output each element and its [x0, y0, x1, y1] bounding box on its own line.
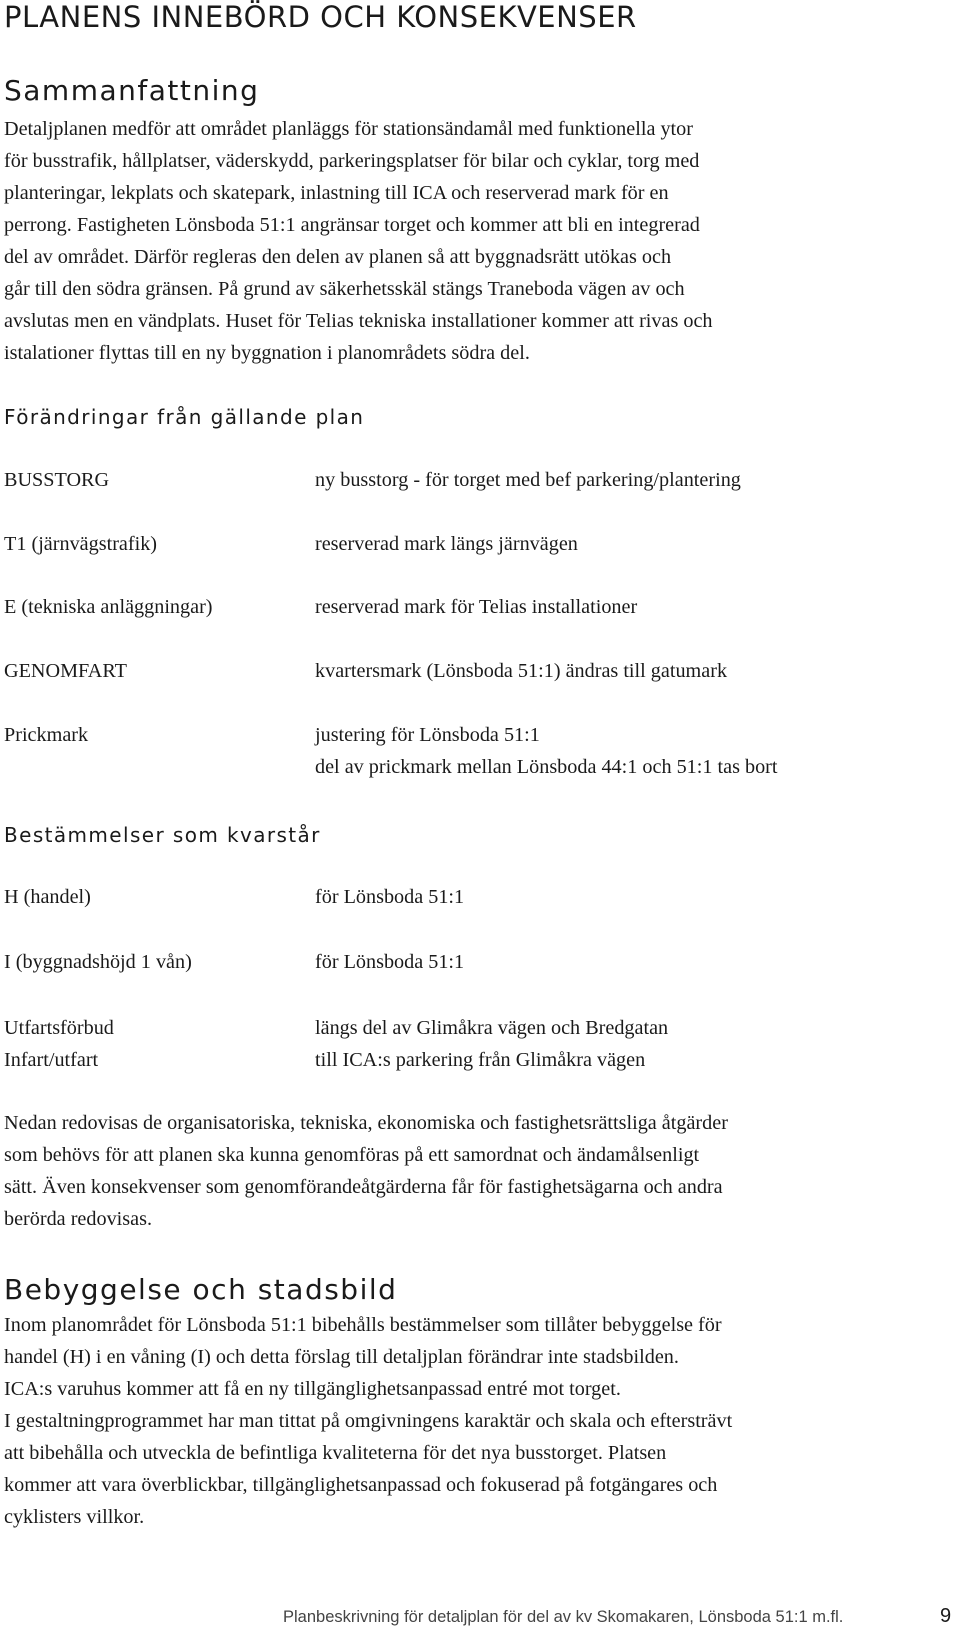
row-term: Prickmark [4, 724, 89, 746]
text-line: avslutas men en vändplats. Huset för Telias tekniska installationer kommer att rivas och [4, 310, 713, 332]
row-description: ny busstorg - för torget med bef parkering/plantering [315, 469, 741, 491]
row-term: GENOMFART [4, 660, 127, 682]
bebyggelse-paragraph [4, 1309, 904, 1533]
row-term-2: Infart/utfart [4, 1049, 99, 1071]
row-term: E (tekniska anläggningar) [4, 596, 213, 618]
page-footer: Planbeskrivning för detaljplan för del av kv Skomakaren, Lönsboda 51:1 m.fl. [283, 1608, 844, 1626]
row-description: kvartersmark (Lönsboda 51:1) ändras till gatumark [315, 660, 728, 682]
row-term: BUSSTORG [4, 469, 110, 491]
text-line: istalationer flyttas till en ny byggnation i planområdets södra del. [4, 342, 530, 364]
text-line: går till den södra gränsen. På grund av säkerhetsskäl stängs Traneboda vägen av och [4, 278, 685, 300]
text-line: I gestaltningprogrammet har man tittat på omgivningens karaktär och skala och eftersträvt [4, 1410, 733, 1432]
heading-forandringar: Förändringar från gällande plan [4, 405, 365, 429]
text-line: Nedan redovisas de organisatoriska, tekniska, ekonomiska och fastighetsrättsliga åtgärder [4, 1112, 728, 1134]
row-description: för Lönsboda 51:1 [315, 886, 465, 908]
row-term: Utfartsförbud [4, 1017, 114, 1039]
text-line: planteringar, lekplats och skatepark, inlastning till ICA och reserverad mark för en [4, 182, 669, 204]
heading-bestammelser: Bestämmelser som kvarstår [4, 823, 321, 847]
heading-bebyggelse: Bebyggelse och stadsbild [4, 1273, 398, 1306]
text-line: som behövs för att planen ska kunna genomföras på ett samordnat och ändamålsenligt [4, 1144, 700, 1166]
row-term: H (handel) [4, 886, 91, 908]
row-description: längs del av Glimåkra vägen och Bredgatan [315, 1017, 669, 1039]
text-line: Inom planområdet för Lönsboda 51:1 bibehålls bestämmelser som tillåter bebyggelse för [4, 1314, 722, 1336]
row-description: reserverad mark längs järnvägen [315, 533, 578, 555]
row-description-2: till ICA:s parkering från Glimåkra vägen [315, 1049, 646, 1071]
row-description: reserverad mark för Telias installationer [315, 596, 638, 618]
atgarder-paragraph [4, 1107, 904, 1235]
row-description-2: del av prickmark mellan Lönsboda 44:1 och 51:1 tas bort [315, 756, 778, 778]
row-term: T1 (järnvägstrafik) [4, 533, 158, 555]
page-number: 9 [940, 1605, 952, 1627]
text-line: Detaljplanen medför att området planläggs för stationsändamål med funktionella ytor [4, 118, 693, 140]
text-line: att bibehålla och utveckla de befintliga kvaliteterna för det nya busstorget. Platsen [4, 1442, 667, 1464]
text-line: perrong. Fastigheten Lönsboda 51:1 angränsar torget och kommer att bli en integrerad [4, 214, 700, 236]
text-line: del av området. Därför regleras den delen av planen så att byggnadsrätt utökas och [4, 246, 672, 268]
sammanfattning-paragraph [4, 113, 904, 369]
page-title: PLANENS INNEBÖRD OCH KONSEKVENSER [4, 0, 637, 34]
row-description: för Lönsboda 51:1 [315, 951, 465, 973]
text-line: handel (H) i en våning (I) och detta förslag till detaljplan förändrar inte stadsbilden. [4, 1346, 679, 1368]
row-description: justering för Lönsboda 51:1 [315, 724, 540, 746]
text-line: för busstrafik, hållplatser, väderskydd, parkeringsplatser för bilar och cyklar, torg med [4, 150, 700, 172]
text-line: sätt. Även konsekvenser som genomförandeåtgärderna får för fastighetsägarna och andra [4, 1176, 723, 1198]
heading-sammanfattning: Sammanfattning [4, 74, 260, 107]
text-line: kommer att vara överblickbar, tillgänglighetsanpassad och fokuserad på fotgängares och [4, 1474, 718, 1496]
text-line: berörda redovisas. [4, 1208, 152, 1230]
text-line: ICA:s varuhus kommer att få en ny tillgänglighetsanpassad entré mot torget. [4, 1378, 621, 1400]
row-term: I (byggnadshöjd 1 vån) [4, 951, 192, 973]
text-line: cyklisters villkor. [4, 1506, 145, 1528]
